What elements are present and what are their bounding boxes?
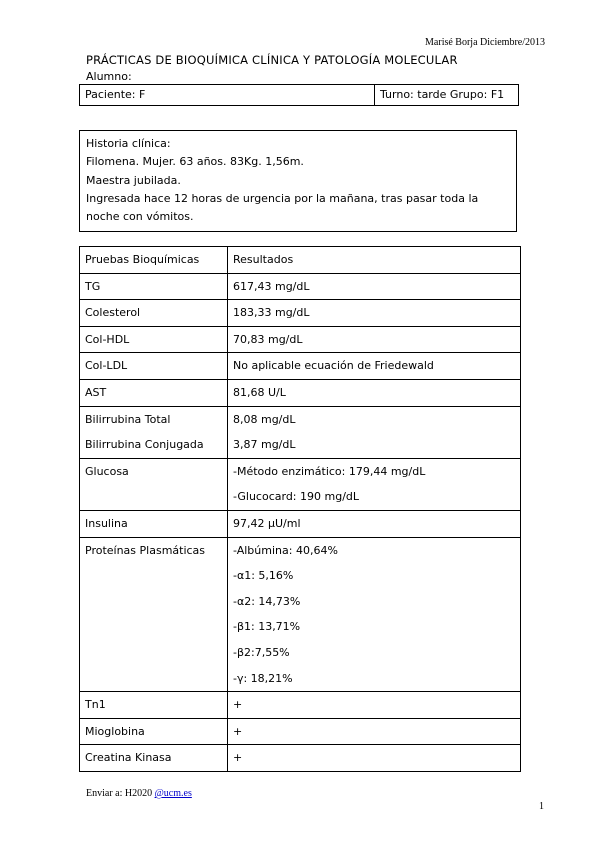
test-name: Bilirrubina Total — [85, 412, 171, 426]
test-name-cell — [80, 326, 228, 353]
test-name: Col-HDL — [85, 332, 130, 346]
test-name-cell — [80, 745, 228, 772]
table-row — [80, 353, 521, 380]
column-header-tests: Pruebas Bioquímicas — [80, 247, 228, 274]
result-value-cell — [228, 326, 521, 353]
footer-send — [86, 788, 192, 799]
page-number: 1 — [539, 801, 544, 812]
result-value: -β2:7,55% — [233, 645, 290, 659]
table-row — [80, 406, 521, 458]
test-name-cell — [80, 692, 228, 719]
history-line: Ingresada hace 12 horas de urgencia por la mañana, tras pasar toda la — [86, 191, 479, 205]
result-value-cell — [228, 300, 521, 327]
result-value: -α2: 14,73% — [233, 594, 301, 608]
table-row — [80, 537, 521, 692]
result-value-cell — [228, 273, 521, 300]
result-value-cell — [228, 745, 521, 772]
paciente-cell: Paciente: F — [80, 85, 375, 106]
history-line: Filomena. Mujer. 63 años. 83Kg. 1,56m. — [86, 155, 304, 169]
table-row — [80, 692, 521, 719]
email-link[interactable]: @ucm.es — [154, 788, 192, 799]
test-name: Proteínas Plasmáticas — [85, 543, 206, 557]
result-value: 617,43 mg/dL — [233, 279, 310, 293]
result-value: -Albúmina: 40,64% — [233, 543, 338, 557]
result-value: -γ: 18,21% — [233, 671, 293, 685]
history-line: Historia clínica: — [86, 137, 171, 150]
test-name: TG — [85, 279, 101, 293]
result-value: + — [233, 751, 243, 765]
result-value-cell — [228, 379, 521, 406]
test-name-cell — [80, 458, 228, 510]
table-header-row — [80, 247, 521, 274]
alumno-label: Alumno: — [86, 70, 132, 83]
test-name-cell — [80, 537, 228, 692]
result-value: + — [233, 724, 243, 738]
result-value: -α1: 5,16% — [233, 569, 294, 583]
test-name: Bilirrubina Conjugada — [85, 438, 204, 452]
result-value-cell — [228, 510, 521, 537]
result-value-cell — [228, 718, 521, 745]
test-name: Colesterol — [85, 306, 141, 320]
result-value-cell — [228, 458, 521, 510]
result-value: -β1: 13,71% — [233, 620, 301, 634]
table-row — [80, 510, 521, 537]
result-value-cell — [228, 692, 521, 719]
history-line: noche con vómitos. — [86, 210, 194, 224]
result-value: 70,83 mg/dL — [233, 332, 303, 346]
result-value-cell — [228, 406, 521, 458]
result-value: -Glucocard: 190 mg/dL — [233, 490, 360, 504]
history-line: Maestra jubilada. — [86, 173, 181, 187]
test-name: Tn1 — [85, 698, 106, 712]
result-value-cell — [228, 353, 521, 380]
test-name: AST — [85, 385, 107, 399]
table-row — [80, 458, 521, 510]
table-row — [80, 300, 521, 327]
table-row — [80, 745, 521, 772]
test-name-cell — [80, 300, 228, 327]
result-value: -Método enzimático: 179,44 mg/dL — [233, 464, 426, 478]
table-row — [80, 273, 521, 300]
test-name-cell — [80, 510, 228, 537]
clinical-history-box — [79, 130, 517, 232]
footer-send-text: Enviar a: H2020 — [86, 788, 155, 799]
test-name-cell — [80, 353, 228, 380]
page-title: PRÁCTICAS DE BIOQUÍMICA CLÍNICA Y PATOLOGÍA MOLECULAR — [86, 53, 458, 67]
test-name-cell — [80, 379, 228, 406]
test-name: Mioglobina — [85, 724, 145, 738]
results-table — [79, 246, 521, 772]
author-date: Marisé Borja Diciembre/2013 — [425, 37, 545, 48]
result-value: 97,42 µU/ml — [233, 516, 301, 530]
test-name: Glucosa — [85, 464, 129, 478]
table-row — [80, 326, 521, 353]
result-value-cell — [228, 537, 521, 692]
test-name: Col-LDL — [85, 359, 128, 373]
result-value: 8,08 mg/dL — [233, 412, 296, 426]
test-name-cell — [80, 718, 228, 745]
table-row — [80, 379, 521, 406]
patient-table — [79, 84, 519, 106]
test-name: Insulina — [85, 516, 128, 530]
column-header-results: Resultados — [228, 247, 521, 274]
result-value: No aplicable ecuación de Friedewald — [233, 359, 434, 373]
result-value: + — [233, 698, 243, 712]
table-row — [80, 718, 521, 745]
result-value: 3,87 mg/dL — [233, 438, 296, 452]
result-value: 183,33 mg/dL — [233, 306, 310, 320]
test-name-cell — [80, 273, 228, 300]
turno-cell: Turno: tarde Grupo: F1 — [375, 85, 519, 106]
test-name-cell — [80, 406, 228, 458]
test-name: Creatina Kinasa — [85, 751, 172, 765]
result-value: 81,68 U/L — [233, 385, 286, 399]
